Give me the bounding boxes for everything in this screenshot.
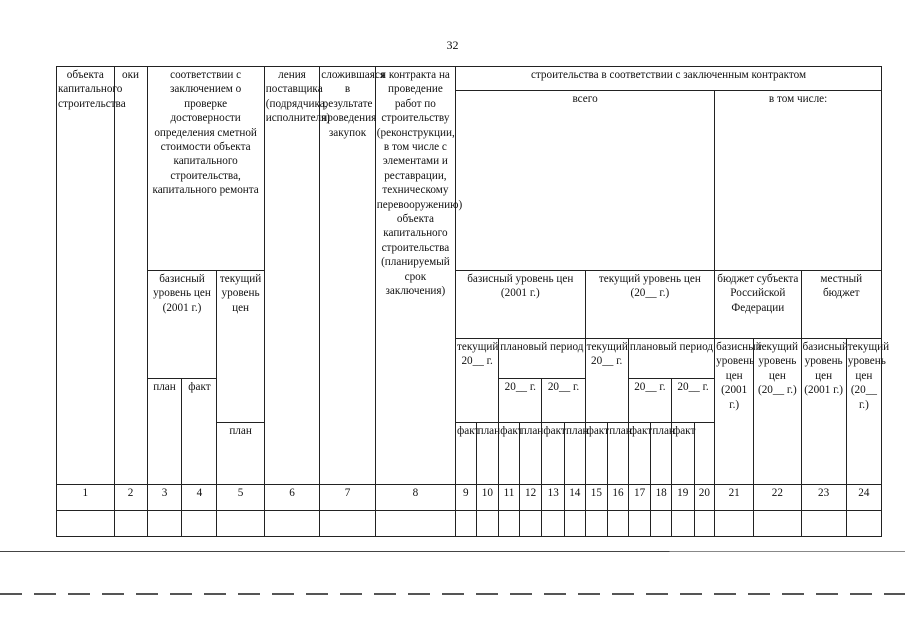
cell-plan: план <box>519 423 542 485</box>
page-number: 32 <box>446 38 459 52</box>
col-contract: я контракта на проведение работ по строительству (реконструкции, в том числе с элементами и реставрации, техническому перевооружению) объекта капитального строительства (планируемый срок заключения) <box>375 67 455 485</box>
col-supplier: ления поставщика (подрядчика, исполнителя) <box>264 67 320 485</box>
empty-cell <box>264 511 320 537</box>
column-number: 17 <box>628 485 651 511</box>
col3-plan: план <box>147 379 182 485</box>
empty-cell <box>320 511 376 537</box>
column-number: 18 <box>651 485 672 511</box>
column-number: 7 <box>320 485 376 511</box>
empty-cell <box>801 511 846 537</box>
empty-data-row <box>57 511 882 537</box>
empty-cell <box>651 511 672 537</box>
base-level-header: базисный уровень цен (2001 г.) <box>456 271 586 339</box>
empty-cell <box>565 511 586 537</box>
empty-cell <box>57 511 115 537</box>
column-number: 9 <box>456 485 477 511</box>
column-number: 5 <box>217 485 264 511</box>
column-number: 10 <box>476 485 499 511</box>
column-number: 12 <box>519 485 542 511</box>
cell-fact: факт <box>585 423 608 485</box>
column-number: 11 <box>499 485 520 511</box>
column-number: 8 <box>375 485 455 511</box>
empty-cell <box>217 511 264 537</box>
empty-cell <box>671 511 694 537</box>
column-number-row <box>57 485 882 511</box>
column-number: 6 <box>264 485 320 511</box>
cur-plan-year-1: 20__ г. <box>628 379 671 423</box>
col22-header: текущий уровень цен (20__ г.) <box>754 339 801 485</box>
column-number: 21 <box>715 485 754 511</box>
empty-cell <box>456 511 477 537</box>
col23-header: базисный уровень цен (2001 г.) <box>801 339 846 485</box>
col3-base-level: базисный уровень цен (2001 г.) <box>147 271 217 379</box>
column-number: 1 <box>57 485 115 511</box>
cell-fact: факт <box>671 423 694 485</box>
column-number: 14 <box>565 485 586 511</box>
col5-current-level: текущий уровень цен <box>217 271 264 423</box>
col24-header: текущий уровень цен (20__ г.) <box>846 339 881 485</box>
empty-cell <box>694 511 715 537</box>
column-number: 4 <box>182 485 217 511</box>
col-object-name: объекта капитального строительства <box>57 67 115 485</box>
empty-cell <box>585 511 608 537</box>
col-procurement: сложившаяся в результате проведения закупок <box>320 67 376 485</box>
col4-fact: факт <box>182 379 217 485</box>
all-header: всего <box>456 91 715 271</box>
column-number: 20 <box>694 485 715 511</box>
contract-group-header: строительства в соответствии с заключенным контрактом <box>456 67 882 91</box>
base-plan-year-2: 20__ г. <box>542 379 585 423</box>
cell-fact: факт <box>499 423 520 485</box>
empty-cell <box>499 511 520 537</box>
cur-plan-year-2: 20__ г. <box>671 379 714 423</box>
subject-budget-header: бюджет субъекта Российской Федерации <box>715 271 801 339</box>
empty-cell <box>715 511 754 537</box>
column-number: 22 <box>754 485 801 511</box>
col-expertise-cost: соответствии с заключением о проверке достоверности определения сметной стоимости объекта капитального строительства, капитального ремонта <box>147 67 264 271</box>
empty-cell <box>476 511 499 537</box>
cur-plan-period: плановый период <box>628 339 714 379</box>
column-number: 15 <box>585 485 608 511</box>
base-current-year: текущий 20__ г. <box>456 339 499 423</box>
column-number: 23 <box>801 485 846 511</box>
empty-cell <box>542 511 565 537</box>
cur-current-year: текущий 20__ г. <box>585 339 628 423</box>
scan-dashed-line <box>0 593 905 595</box>
column-number: 19 <box>671 485 694 511</box>
col-deadlines: оки <box>114 67 147 485</box>
cell-fact: факт <box>628 423 651 485</box>
cell-fact: факт <box>542 423 565 485</box>
column-number: 13 <box>542 485 565 511</box>
base-plan-year-1: 20__ г. <box>499 379 542 423</box>
empty-cell <box>628 511 651 537</box>
base-plan-period: плановый период <box>499 339 585 379</box>
column-number: 24 <box>846 485 881 511</box>
empty-cell <box>608 511 629 537</box>
budget-table <box>56 66 890 537</box>
empty-cell <box>754 511 801 537</box>
cell-fact: факт <box>456 423 477 485</box>
current-level-header: текущий уровень цен (20__ г.) <box>585 271 715 339</box>
col21-header: базисный уровень цен (2001 г.) <box>715 339 754 485</box>
column-number: 2 <box>114 485 147 511</box>
empty-cell <box>846 511 881 537</box>
cell-plan: план <box>651 423 672 485</box>
empty-cell <box>147 511 182 537</box>
cell-plan: план <box>217 423 264 485</box>
column-number: 16 <box>608 485 629 511</box>
local-budget-header: местный бюджет <box>801 271 881 339</box>
cell-plan: план <box>608 423 629 485</box>
empty-cell <box>375 511 455 537</box>
column-number: 3 <box>147 485 182 511</box>
cell-plan: план <box>476 423 499 485</box>
empty-cell <box>182 511 217 537</box>
cell-plan: план <box>565 423 586 485</box>
empty-cell <box>519 511 542 537</box>
including-header: в том числе: <box>715 91 882 271</box>
empty-cell <box>114 511 147 537</box>
scan-line <box>0 551 905 552</box>
